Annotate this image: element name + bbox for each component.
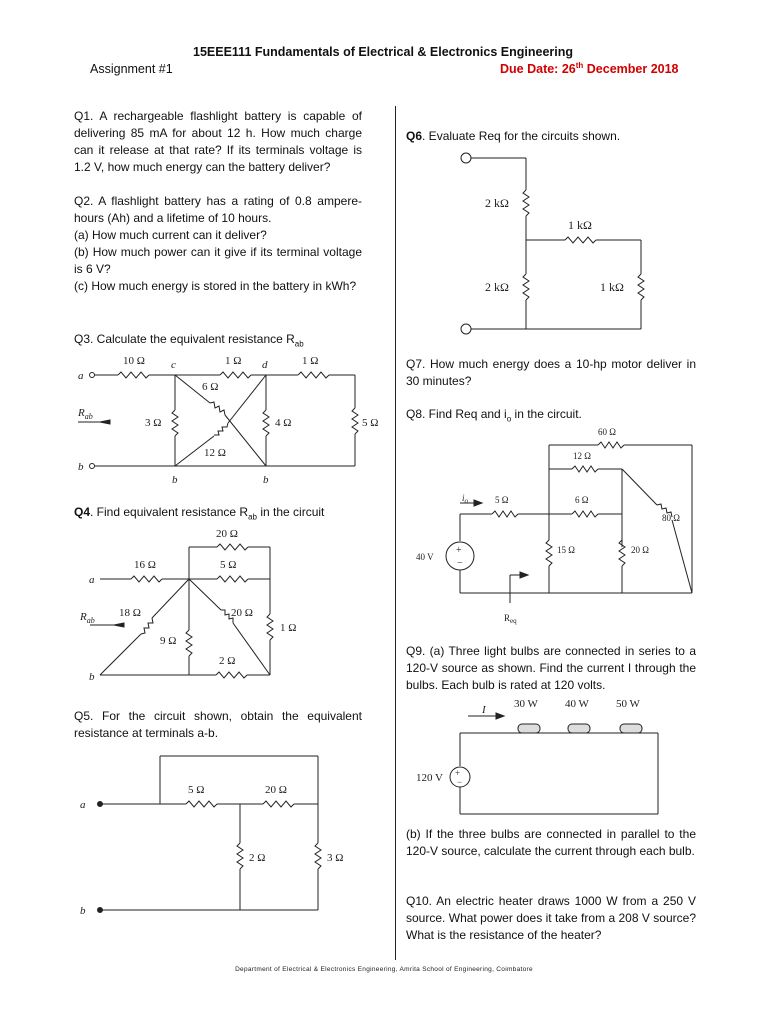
q3-label-3-ohm: 3 Ω	[145, 417, 162, 429]
q8-label-80-ohm: 80 Ω	[662, 513, 680, 523]
q8-req-sub: eq	[510, 617, 517, 625]
q8-req-label	[504, 613, 517, 625]
q5-label-5-ohm: 5 Ω	[188, 784, 205, 796]
q6-label-2k-bottom: 2 kΩ	[485, 280, 509, 294]
q9-source-120v: 120 V	[416, 772, 443, 784]
q9-bulb-50w: 50 W	[616, 698, 640, 710]
due-date-sup: th	[575, 61, 584, 70]
q4-label-2-ohm: 2 Ω	[219, 655, 236, 667]
q9-bulb-40w: 40 W	[565, 698, 589, 710]
question-8-tail: in the circuit.	[511, 407, 582, 421]
q3-circuit-figure	[70, 348, 390, 498]
assignment-number: Assignment #1	[90, 62, 173, 76]
q4-label-20-ohm: 20 Ω	[231, 607, 253, 619]
q3-label-1-ohm-b: 1 Ω	[302, 355, 319, 367]
q3-node-a: a	[78, 370, 84, 382]
q4-label-1-ohm: 1 Ω	[280, 622, 297, 634]
question-4-sub: ab	[248, 512, 258, 522]
question-4-text: . Find equivalent resistance R	[90, 505, 249, 519]
question-2a: (a) How much current can it deliver?	[74, 228, 267, 242]
q3-rab-R: R	[78, 407, 85, 419]
question-8-text: Q8. Find Req and i	[406, 407, 507, 421]
q4-node-a: a	[89, 574, 95, 586]
q5-label-2-ohm: 2 Ω	[249, 852, 266, 864]
due-date-prefix: Due Date: 26	[500, 62, 576, 77]
q5-label-3-ohm: 3 Ω	[327, 852, 344, 864]
q8-circuit-figure	[412, 425, 702, 625]
q4-label-18-ohm: 18 Ω	[119, 607, 141, 619]
q3-node-c: c	[171, 359, 176, 371]
q4-rab-label	[79, 611, 95, 625]
q9-source-minus: −	[457, 777, 463, 787]
q8-source-minus: −	[457, 558, 463, 569]
q8-source-40v: 40 V	[416, 552, 434, 562]
q6-label-1k-right: 1 kΩ	[600, 280, 624, 294]
q6-label-1k-mid: 1 kΩ	[568, 218, 592, 232]
q9-circuit-figure	[408, 694, 668, 824]
q5-label-20-ohm: 20 Ω	[265, 784, 287, 796]
column-divider	[395, 106, 396, 960]
question-2c: (c) How much energy is stored in the battery in kWh?	[74, 279, 357, 293]
q3-label-12-ohm: 12 Ω	[204, 447, 226, 459]
question-9a: Q9. (a) Three light bulbs are connected in series to a 120-V source as shown. Find the current I through the bulbs. Each bulb is rated at 120 volts.	[406, 644, 696, 692]
q8-label-12-ohm: 12 Ω	[573, 451, 591, 461]
question-2b: (b) How much power can it give if its terminal voltage is 6 V?	[74, 245, 362, 276]
q8-req-R: R	[504, 613, 511, 623]
q8-source-plus: +	[456, 545, 462, 556]
question-6-number: Q6	[406, 129, 423, 143]
question-2-stem: Q2. A flashlight battery has a rating of 0.8 ampere-hours (Ah) and a lifetime of 10 hours.	[74, 194, 362, 225]
question-5: Q5. For the circuit shown, obtain the equivalent resistance at terminals a-b.	[74, 709, 362, 740]
question-2	[74, 193, 362, 295]
q4-label-16-ohm: 16 Ω	[134, 559, 156, 571]
q3-rab-sub: ab	[84, 412, 93, 421]
q9-current-I: I	[482, 704, 486, 716]
question-7: Q7. How much energy does a 10-hp motor deliver in 30 minutes?	[406, 357, 696, 388]
course-title: 15EEE111 Fundamentals of Electrical & Electronics Engineering	[193, 45, 573, 59]
q8-label-15-ohm: 15 Ω	[557, 545, 575, 555]
q4-label-5-ohm: 5 Ω	[220, 559, 237, 571]
question-3-text: Q3. Calculate the equivalent resistance R	[74, 332, 295, 346]
q3-node-b-left: b	[78, 461, 84, 473]
question-3-sub: ab	[294, 339, 304, 349]
q9-bulb-30w: 30 W	[514, 698, 538, 710]
q3-node-d: d	[262, 359, 268, 371]
q8-io-sub: o	[464, 497, 469, 505]
question-9b: (b) If the three bulbs are connected in parallel to the 120-V source, calculate the current through each bulb.	[406, 827, 696, 858]
q8-label-20-ohm: 20 Ω	[631, 545, 649, 555]
q4-label-9-ohm: 9 Ω	[160, 635, 177, 647]
q5-node-a: a	[80, 799, 86, 811]
q4-node-b: b	[89, 671, 95, 683]
q3-label-1-ohm-a: 1 Ω	[225, 355, 242, 367]
q5-circuit-figure	[78, 753, 358, 923]
q6-circuit-figure	[455, 150, 665, 336]
q8-label-60-ohm: 60 Ω	[598, 427, 616, 437]
q8-label-6-ohm: 6 Ω	[575, 495, 589, 505]
q3-label-6-ohm: 6 Ω	[202, 381, 219, 393]
q5-node-b: b	[80, 905, 86, 917]
q3-rab-label	[77, 407, 93, 421]
question-4-number: Q4	[74, 505, 91, 519]
q3-node-b-mid: b	[172, 474, 178, 486]
q4-rab-sub: ab	[86, 616, 95, 625]
q9-source-plus: +	[455, 768, 461, 778]
question-1: Q1. A rechargeable flashlight battery is capable of delivering 85 mA for about 12 h. How much charge can it release at that rate? If its terminals voltage is 1.2 V, how much energy can the battery deliver?	[74, 109, 362, 174]
question-6	[406, 128, 696, 145]
q4-label-20-ohm-top: 20 Ω	[216, 528, 238, 540]
page-footer: Department of Electrical & Electronics Engineering, Amrita School of Engineering, Coimbatore	[235, 966, 533, 973]
q3-label-10-ohm: 10 Ω	[123, 355, 145, 367]
question-4-tail: in the circuit	[257, 505, 325, 519]
q4-circuit-figure	[80, 522, 301, 687]
due-date	[500, 61, 679, 76]
question-8-sub: o	[506, 414, 512, 424]
q3-label-5-ohm: 5 Ω	[362, 417, 379, 429]
due-date-suffix: December 2018	[583, 62, 679, 77]
question-10: Q10. An electric heater draws 1000 W from a 250 V source. What power does it take from a 208 V source? What is the resistance of the heater?	[406, 894, 696, 942]
q3-label-4-ohm: 4 Ω	[275, 417, 292, 429]
q4-rab-R: R	[80, 611, 87, 623]
q8-io-i: i	[462, 493, 465, 503]
question-6-text: . Evaluate Req for the circuits shown.	[422, 129, 621, 143]
q6-label-2k-top: 2 kΩ	[485, 196, 509, 210]
q8-label-5-ohm: 5 Ω	[495, 495, 509, 505]
q3-node-b-right: b	[263, 474, 269, 486]
